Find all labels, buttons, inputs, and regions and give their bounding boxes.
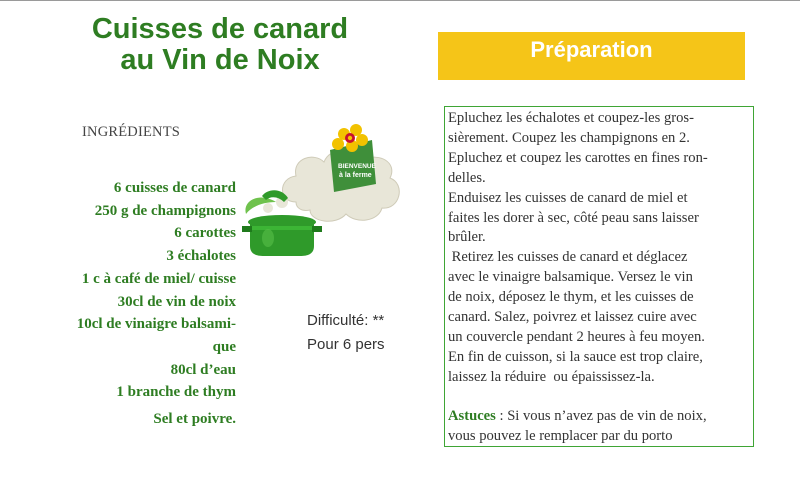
preparation-line: Retirez les cuisses de canard et déglacez: [448, 249, 688, 266]
ingredient-item: 80cl d’eau: [170, 361, 236, 378]
ingredient-item: 3 échalotes: [166, 248, 236, 265]
recipe-title-line1: Cuisses de canard: [91, 13, 349, 45]
difficulty-info: [307, 309, 385, 357]
preparation-line: Enduisez les cuisses de canard de miel et: [448, 189, 688, 206]
cooking-pot-illustration: [238, 118, 408, 258]
ingredient-item: 10cl de vinaigre balsami-: [76, 316, 236, 333]
preparation-line: delles.: [448, 169, 486, 186]
preparation-line: faites les dorer à sec, côté peau sans laisser: [448, 209, 699, 226]
ingredient-item: 250 g de champignons: [94, 202, 236, 219]
preparation-line: avec le vinaigre balsamique. Versez le vin: [448, 269, 693, 286]
ingredient-item: 30cl de vin de noix: [117, 293, 236, 310]
logo-text-line2: à la ferme: [339, 172, 372, 179]
paragraph-gap: [448, 388, 751, 407]
recipe-title-line2: au Vin de Noix: [120, 44, 320, 76]
preparation-line: brûler.: [448, 229, 486, 246]
ingredient-item: Sel et poivre.: [153, 411, 236, 428]
ingredient-item: 1 branche de thym: [116, 384, 236, 401]
tip-paragraph: [448, 407, 751, 427]
preparation-line: de noix, déposez le thym, et les cuisses de: [448, 289, 694, 306]
ingredient-item: 6 carottes: [174, 225, 236, 242]
ingredient-item: 6 cuisses de canard: [113, 180, 236, 196]
ingredient-item: que: [212, 338, 236, 355]
tip-text-line1: : Si vous n’avez pas de vin de noix,: [495, 407, 707, 424]
bienvenue-a-la-ferme-logo: [330, 124, 377, 192]
tip-label: Astuces: [448, 407, 496, 424]
preparation-line: Epluchez les échalotes et coupez-les gros-: [448, 110, 694, 126]
ingredients-list: [40, 177, 236, 431]
preparation-line: En fin de cuisson, si la sauce est trop claire,: [448, 348, 703, 365]
tip-text-line2: vous pouvez le remplacer par du porto: [448, 427, 673, 444]
preparation-line: sièrement. Coupez les champignons en 2.: [448, 129, 690, 146]
servings-label: Pour 6 pers: [307, 336, 385, 353]
steam-puff-icon: [263, 203, 273, 213]
preparation-line: laissez la réduire ou épaississez-la.: [448, 368, 655, 385]
ingredient-item: 1 c à café de miel/ cuisse: [81, 270, 236, 287]
top-rule: [0, 0, 800, 1]
preparation-text-box: [444, 106, 754, 447]
difficulty-label: Difficulté: **: [307, 312, 385, 329]
preparation-banner-label: Préparation: [530, 37, 653, 62]
preparation-banner: [438, 32, 745, 80]
preparation-line: canard. Salez, poivrez et laissez cuire avec: [448, 309, 697, 326]
preparation-line: Epluchez et coupez les carottes en fines ron-: [448, 149, 708, 166]
preparation-line: un couvercle pendant 2 heures à feu moyen.: [448, 328, 705, 345]
ingredients-heading: INGRÉDIENTS: [82, 124, 181, 140]
logo-text-line1: BIENVENUE: [338, 163, 376, 170]
recipe-title: [40, 14, 400, 76]
